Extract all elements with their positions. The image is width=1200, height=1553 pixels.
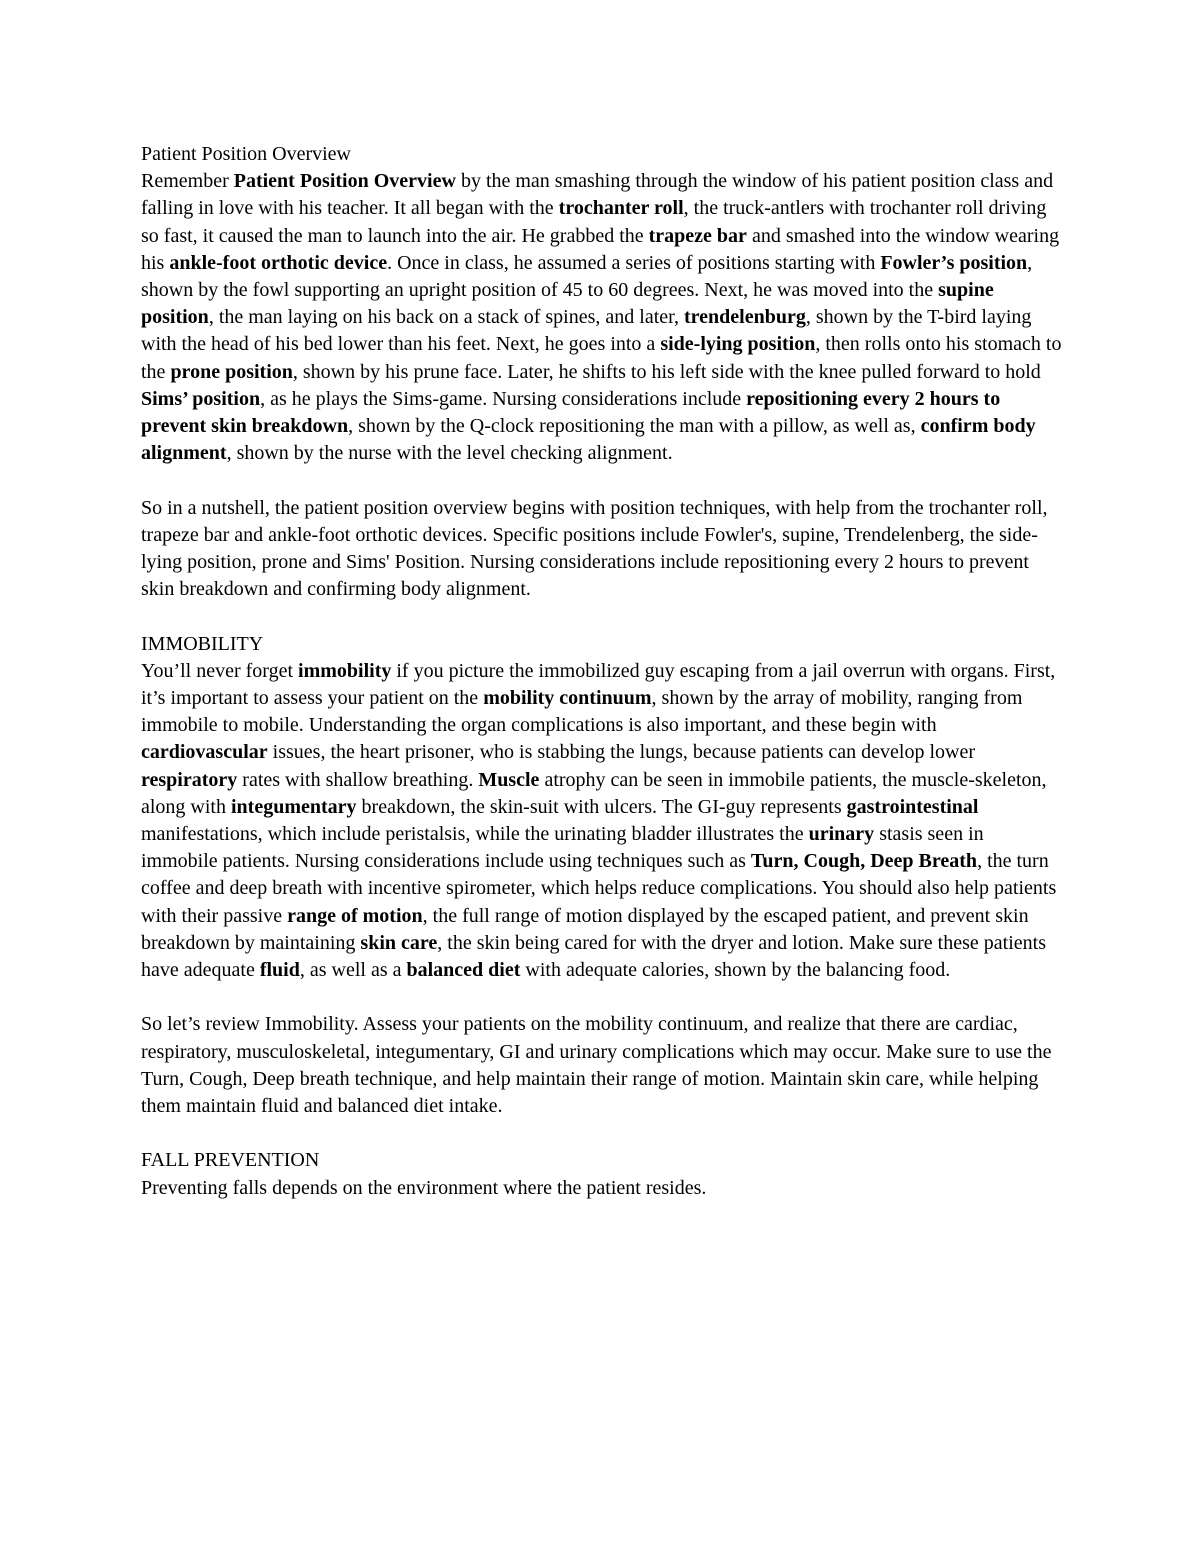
section-heading: Patient Position Overview <box>141 143 351 165</box>
section-heading: FALL PREVENTION <box>141 1149 320 1172</box>
bold-term: skin care <box>360 931 438 954</box>
bold-term: trochanter roll <box>558 197 684 220</box>
document-page <box>141 141 1063 1202</box>
bold-term: integumentary <box>231 795 357 818</box>
bold-term: Turn, Cough, Deep Breath <box>750 850 978 873</box>
text-run: , the man laying on his back on a stack of spines, and later, <box>208 306 684 329</box>
section-patient-position <box>141 141 1063 603</box>
bold-term: fluid <box>259 959 300 982</box>
text-run: , shown by the Q-clock repositioning the man with a pillow, as well as, <box>348 415 921 438</box>
text-run: , shown by the nurse with the level checking alignment. <box>226 442 673 465</box>
bold-term: balanced diet <box>406 959 521 982</box>
bold-term: ankle-foot orthotic device <box>169 251 388 274</box>
text-run: You’ll never forget <box>141 659 299 682</box>
text-run: if you picture the immobilized guy escaping from a jail overrun with organs. First, it’s important to assess your patient on the <box>141 659 1056 710</box>
bold-term: Fowler’s position <box>880 251 1028 274</box>
text-run: , shown by his prune face. Later, he shifts to his left side with the knee pulled forward to hold <box>292 360 1041 383</box>
bold-term: Sims’ position <box>141 387 261 410</box>
text-run: , as well as a <box>299 959 407 982</box>
bold-term: urinary <box>808 823 875 846</box>
text-run: . Once in class, he assumed a series of positions starting with <box>387 251 881 274</box>
text-run: , the turn coffee and deep breath with incentive spirometer, which helps reduce complications. You should also help patients with their passive <box>141 850 1057 927</box>
bold-term: confirm body alignment <box>141 415 1036 465</box>
bold-term: trapeze bar <box>648 224 747 247</box>
section-immobility <box>141 631 1063 1121</box>
text-run: rates with shallow breathing. <box>237 768 479 791</box>
section-paragraph <box>141 658 1063 984</box>
text-run: breakdown, the skin-suit with ulcers. The GI-guy represents <box>356 795 847 818</box>
paragraph-gap <box>141 984 1063 1011</box>
bold-term: side-lying position <box>660 333 816 356</box>
text-run: , shown by the T-bird laying with the head of his bed lower than his feet. Next, he goes into a <box>141 306 1032 356</box>
bold-term: immobility <box>298 659 392 682</box>
bold-term: gastrointestinal <box>846 795 979 818</box>
paragraph-gap <box>141 1120 1063 1147</box>
bold-term: range of motion <box>287 904 423 927</box>
bold-term: respiratory <box>141 768 238 791</box>
section-paragraph <box>141 1175 1063 1202</box>
paragraph-gap <box>141 467 1063 494</box>
section-fall-prevention <box>141 1147 1063 1201</box>
bold-term: prone position <box>170 360 293 383</box>
bold-term: repositioning every 2 hours to prevent skin breakdown <box>141 387 1001 438</box>
paragraph-gap <box>141 603 1063 630</box>
bold-term: supine position <box>141 279 994 329</box>
text-run: , the full range of motion displayed by the escaped patient, and prevent skin breakdown by maintaining <box>141 904 1029 954</box>
text-run: and smashed into the window wearing his <box>141 224 1060 274</box>
bold-term: Patient Position Overview <box>233 170 456 193</box>
text-run: , then rolls onto his stomach to the <box>141 333 1062 383</box>
bold-term: trendelenburg <box>684 306 806 329</box>
text-run: , shown by the fowl supporting an upright position of 45 to 60 degrees. Next, he was moved into the <box>141 251 1033 302</box>
text-run: with adequate calories, shown by the balancing food. <box>520 959 951 982</box>
text-run: Preventing falls depends on the environment where the patient resides. <box>141 1176 707 1199</box>
text-run: , shown by the array of mobility, ranging from immobile to mobile. Understanding the organ complications is also important, and these begin with <box>141 687 1023 737</box>
bold-term: Muscle <box>478 768 540 791</box>
text-run: , as he plays the Sims-game. Nursing considerations include <box>260 387 747 410</box>
section-summary: So let’s review Immobility. Assess your patients on the mobility continuum, and realize that there are cardiac, respiratory, musculoskeletal, integumentary, GI and urinary complications which may occur. Make sure to use the Turn, Cough, Deep breath technique, and help maintain their range of motion. Maintain skin care, while helping them maintain fluid and balanced diet intake. <box>141 1013 1052 1118</box>
text-run: atrophy can be seen in immobile patients, the muscle-skeleton, along with <box>141 768 1047 818</box>
section-summary: So in a nutshell, the patient position overview begins with position techniques, with help from the trochanter roll, trapeze bar and ankle-foot orthotic devices. Specific positions include Fowler's, supine, Trendelenberg, the side-lying position, prone and Sims' Position. Nursing considerations include repositioning every 2 hours to prevent skin breakdown and confirming body alignment. <box>141 496 1048 601</box>
section-paragraph <box>141 168 1063 467</box>
text-run: issues, the heart prisoner, who is stabbing the lungs, because patients can develop lower <box>267 741 976 764</box>
text-run: Remember <box>141 170 234 193</box>
section-heading: IMMOBILITY <box>141 632 264 655</box>
bold-term: cardiovascular <box>141 741 268 764</box>
bold-term: mobility continuum <box>483 687 652 710</box>
text-run: , the truck-antlers with trochanter roll driving so fast, it caused the man to launch into the air. He grabbed the <box>141 197 1047 247</box>
text-run: by the man smashing through the window of his patient position class and falling in love with his teacher. It all began with the <box>141 170 1054 220</box>
text-run: stasis seen in immobile patients. Nursing considerations include using techniques such as <box>141 823 984 873</box>
text-run: , the skin being cared for with the dryer and lotion. Make sure these patients have adequate <box>141 931 1046 982</box>
text-run: manifestations, which include peristalsis, while the urinating bladder illustrates the <box>141 823 809 846</box>
